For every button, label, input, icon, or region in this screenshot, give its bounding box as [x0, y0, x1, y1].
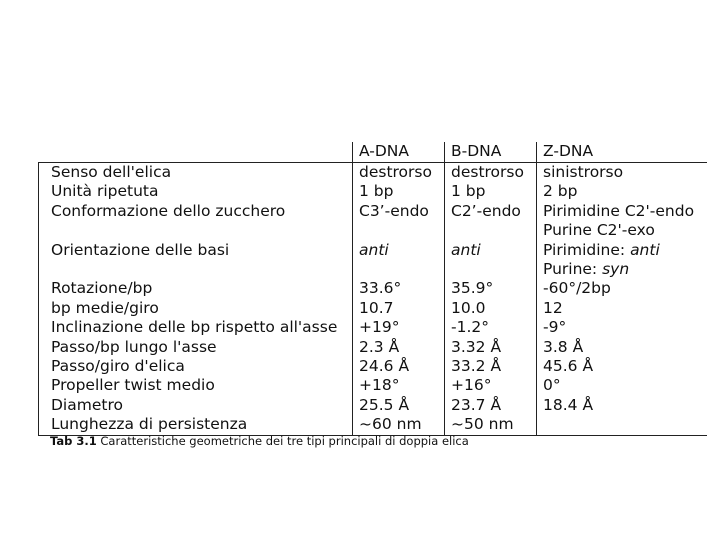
- z-dna-line: 45.6 Å: [543, 357, 594, 376]
- z-dna-line: [543, 260, 707, 279]
- header-blank: [39, 142, 353, 163]
- table-row: [39, 396, 707, 415]
- table-header-row: [39, 142, 707, 163]
- cell-a-dna: C3’-endo: [353, 202, 445, 241]
- table-caption: [50, 434, 469, 448]
- z-dna-line: 12: [543, 298, 563, 317]
- cell-b-dna: 3.32 Å: [445, 338, 537, 357]
- row-label: bp medie/giro: [39, 299, 353, 318]
- cell-z-dna: [537, 163, 707, 183]
- row-label: Conformazione dello zucchero: [39, 202, 353, 241]
- row-label: Propeller twist medio: [39, 376, 353, 395]
- cell-z-dna: [537, 279, 707, 298]
- cell-z-dna: [537, 299, 707, 318]
- table-row: [39, 299, 707, 318]
- dna-comparison-table: [38, 142, 707, 436]
- row-label: Senso dell'elica: [39, 163, 353, 183]
- header-z-dna: Z-DNA: [537, 142, 707, 163]
- row-label: Inclinazione delle bp rispetto all'asse: [39, 318, 353, 337]
- z-dna-text: anti: [630, 240, 660, 259]
- table-row: [39, 376, 707, 395]
- caption-prefix: Tab 3.1: [50, 434, 97, 448]
- header-b-dna: B-DNA: [445, 142, 537, 163]
- table-row: [39, 338, 707, 357]
- z-dna-line: Purine C2'-exo: [543, 221, 655, 240]
- cell-a-dna: 2.3 Å: [353, 338, 445, 357]
- cell-a-dna: +19°: [353, 318, 445, 337]
- cell-a-dna: 1 bp: [353, 182, 445, 201]
- z-dna-line: sinistrorso: [543, 163, 624, 181]
- table-row: [39, 163, 707, 183]
- row-label: Lunghezza di persistenza: [39, 415, 353, 435]
- cell-b-dna: 35.9°: [445, 279, 537, 298]
- cell-z-dna: [537, 415, 707, 435]
- table-row: [39, 279, 707, 298]
- cell-a-dna: +18°: [353, 376, 445, 395]
- table-row: [39, 241, 707, 280]
- z-dna-text: syn: [602, 260, 630, 279]
- row-label: Unità ripetuta: [39, 182, 353, 201]
- z-dna-line: -60°/2bp: [543, 279, 611, 298]
- caption-text: Caratteristiche geometriche dei tre tipi principali di doppia elica: [96, 434, 469, 448]
- z-dna-line: 18.4 Å: [543, 395, 594, 414]
- z-dna-line: 0°: [543, 376, 561, 395]
- table-row: [39, 202, 707, 241]
- cell-z-dna: [537, 318, 707, 337]
- cell-a-dna: anti: [353, 241, 445, 280]
- cell-b-dna: destrorso: [445, 163, 537, 183]
- row-label: Passo/giro d'elica: [39, 357, 353, 376]
- row-label: Orientazione delle basi: [39, 241, 353, 280]
- cell-b-dna: anti: [445, 241, 537, 280]
- cell-a-dna: 24.6 Å: [353, 357, 445, 376]
- cell-b-dna: -1.2°: [445, 318, 537, 337]
- table-row: [39, 318, 707, 337]
- cell-z-dna: [537, 202, 707, 241]
- cell-z-dna: [537, 357, 707, 376]
- cell-a-dna: 10.7: [353, 299, 445, 318]
- cell-a-dna: ~60 nm: [353, 415, 445, 435]
- table-row: [39, 357, 707, 376]
- z-dna-line: 2 bp: [543, 182, 578, 201]
- z-dna-text: Pirimidine:: [543, 240, 631, 259]
- header-a-dna: A-DNA: [353, 142, 445, 163]
- cell-z-dna: [537, 241, 707, 280]
- cell-a-dna: 25.5 Å: [353, 396, 445, 415]
- z-dna-line: [543, 241, 707, 260]
- z-dna-line: Pirimidine C2'-endo: [543, 201, 695, 220]
- z-dna-line: 3.8 Å: [543, 337, 584, 356]
- cell-b-dna: 10.0: [445, 299, 537, 318]
- cell-z-dna: [537, 376, 707, 395]
- row-label: Passo/bp lungo l'asse: [39, 338, 353, 357]
- cell-b-dna: 1 bp: [445, 182, 537, 201]
- cell-z-dna: [537, 338, 707, 357]
- cell-a-dna: destrorso: [353, 163, 445, 183]
- cell-z-dna: [537, 182, 707, 201]
- cell-b-dna: C2’-endo: [445, 202, 537, 241]
- table-row: [39, 182, 707, 201]
- table-row: [39, 415, 707, 435]
- cell-b-dna: +16°: [445, 376, 537, 395]
- row-label: Diametro: [39, 396, 353, 415]
- cell-z-dna: [537, 396, 707, 415]
- cell-b-dna: ~50 nm: [445, 415, 537, 435]
- row-label: Rotazione/bp: [39, 279, 353, 298]
- z-dna-text: Purine:: [543, 260, 603, 279]
- cell-b-dna: 33.2 Å: [445, 357, 537, 376]
- cell-b-dna: 23.7 Å: [445, 396, 537, 415]
- cell-a-dna: 33.6°: [353, 279, 445, 298]
- z-dna-line: -9°: [543, 318, 567, 337]
